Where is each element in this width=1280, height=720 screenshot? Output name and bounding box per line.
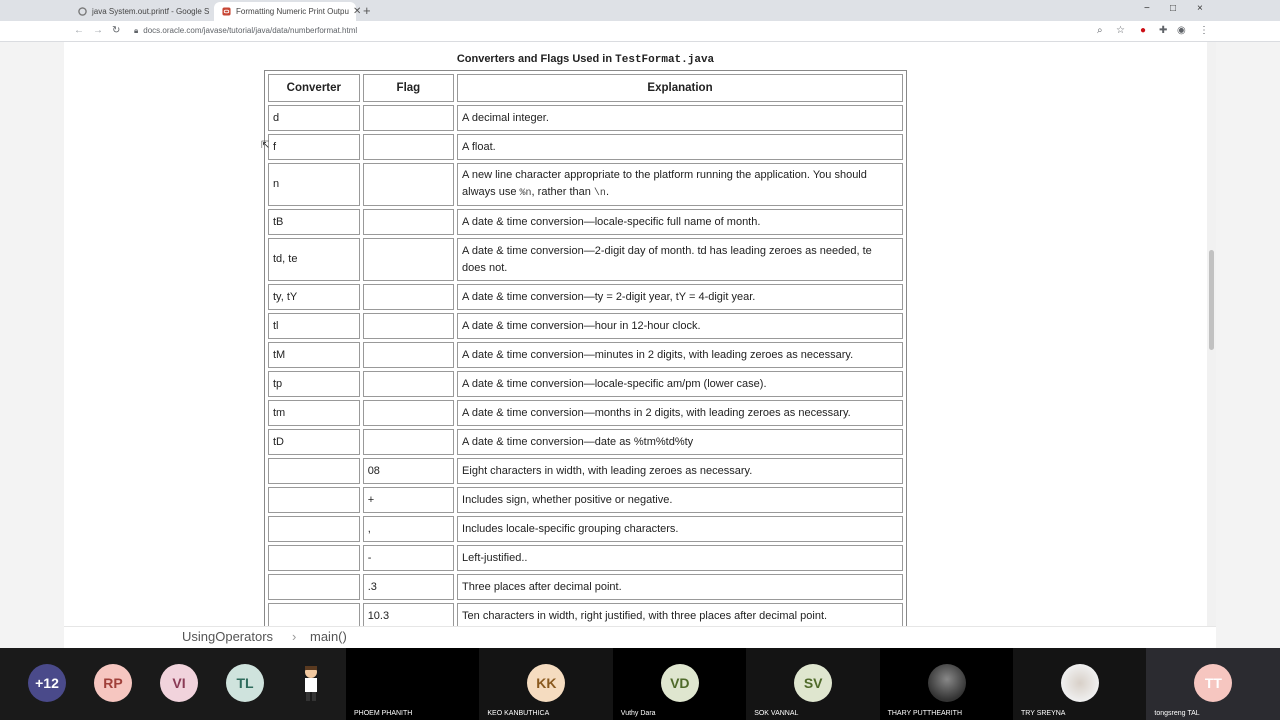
- table-row: [268, 313, 903, 339]
- forward-icon[interactable]: →: [93, 25, 103, 36]
- participant-tile[interactable]: [479, 648, 612, 720]
- browser-tab-bar: [0, 0, 1280, 21]
- converter-cell: n: [268, 163, 360, 206]
- breadcrumb-separator: ›: [292, 629, 297, 644]
- explanation-text: .: [605, 186, 609, 198]
- flag-cell: [363, 238, 454, 281]
- avatar-initials: VD: [670, 675, 690, 691]
- flag-cell: [363, 371, 454, 397]
- opera-extension-icon[interactable]: ●: [1140, 25, 1147, 36]
- flag-cell: +: [363, 487, 454, 513]
- avatar-initials: TT: [1204, 675, 1222, 691]
- converter-cell: tD: [268, 429, 360, 455]
- zoom-icon[interactable]: ⌕: [1097, 25, 1103, 36]
- address-bar-row: [0, 21, 1280, 42]
- explanation-cell: A date & time conversion—locale-specific am/pm (lower case).: [457, 371, 903, 397]
- participant-name: PHOEM PHANITH: [354, 710, 413, 717]
- participant-avatar: [394, 664, 434, 704]
- converter-cell: td, te: [268, 238, 360, 281]
- explanation-cell: A date & time conversion—locale-specific full name of month.: [457, 209, 903, 235]
- converter-cell: [268, 574, 360, 600]
- table-row: [268, 238, 903, 281]
- explanation-text: , rather than: [531, 186, 594, 198]
- explanation-text: A new line character appropriate to the platform running the application. You should always use: [462, 169, 867, 198]
- participant-avatar: [226, 664, 264, 702]
- converter-cell: tB: [268, 209, 360, 235]
- avatar-initials: RP: [103, 675, 123, 691]
- left-gutter: [0, 42, 64, 648]
- tab-title: java System.out.printf - Google S: [92, 7, 210, 16]
- ide-breadcrumb: [64, 626, 1216, 649]
- explanation-cell: [457, 163, 903, 206]
- avatar-initials: KK: [536, 675, 557, 691]
- breadcrumb-class[interactable]: UsingOperators: [182, 629, 274, 644]
- participant-avatar: [160, 664, 198, 702]
- flag-cell: .3: [363, 574, 454, 600]
- flag-cell: [363, 400, 454, 426]
- browser-tab-google-search[interactable]: [70, 2, 212, 21]
- explanation-cell: A date & time conversion—ty = 2-digit year, tY = 4-digit year.: [457, 284, 903, 310]
- explanation-cell: A float.: [457, 134, 903, 160]
- dog-photo-icon: [1061, 664, 1099, 702]
- participant-avatar: [28, 664, 66, 702]
- converter-cell: [268, 458, 360, 484]
- scrollbar-thumb[interactable]: [1209, 250, 1214, 350]
- participant-tile[interactable]: [1013, 648, 1146, 720]
- url-field[interactable]: [134, 26, 357, 36]
- flag-cell: -: [363, 545, 454, 571]
- tab-title: Formatting Numeric Print Outpu: [236, 7, 349, 16]
- converter-cell: tm: [268, 400, 360, 426]
- flag-cell: [363, 105, 454, 131]
- explanation-cell: A date & time conversion—minutes in 2 digits, with leading zeroes as necessary.: [457, 342, 903, 368]
- converter-cell: tl: [268, 313, 360, 339]
- explanation-cell: A date & time conversion—hour in 12-hour clock.: [457, 313, 903, 339]
- table-row: [268, 458, 903, 484]
- table-row: [268, 400, 903, 426]
- participant-tile[interactable]: [80, 648, 146, 720]
- cartoon-avatar-icon: [292, 664, 330, 702]
- photo-avatar-icon: [928, 664, 966, 702]
- converter-cell: tM: [268, 342, 360, 368]
- menu-kebab-icon[interactable]: ⋮: [1199, 25, 1209, 36]
- maximize-button[interactable]: □: [1170, 3, 1177, 14]
- participant-name: TRY SREYNA: [1021, 710, 1066, 717]
- explanation-cell: A date & time conversion—2-digit day of month. td has leading zeroes as needed, te does not.: [457, 238, 903, 281]
- flag-cell: [363, 134, 454, 160]
- flag-cell: 08: [363, 458, 454, 484]
- bookmark-star-icon[interactable]: ☆: [1116, 25, 1125, 36]
- flag-cell: [363, 209, 454, 235]
- converter-cell: f: [268, 134, 360, 160]
- flag-cell: ,: [363, 516, 454, 542]
- avatar-initials: VI: [172, 675, 186, 691]
- flag-cell: [363, 313, 454, 339]
- close-tab-icon[interactable]: ✕: [352, 6, 362, 17]
- converter-cell: [268, 487, 360, 513]
- participant-avatar: [661, 664, 699, 702]
- explanation-cell: A date & time conversion—months in 2 digits, with leading zeroes as necessary.: [457, 400, 903, 426]
- flag-cell: [363, 163, 454, 206]
- table-row: [268, 545, 903, 571]
- url-text: docs.oracle.com/javase/tutorial/java/data/numberformat.html: [143, 26, 358, 35]
- lock-icon: 🔒︎: [134, 26, 139, 35]
- explanation-cell: Left-justified..: [457, 545, 903, 571]
- profile-icon[interactable]: ◉: [1177, 25, 1186, 36]
- table-row: [268, 209, 903, 235]
- participant-avatar: [94, 664, 132, 702]
- table-row: [268, 429, 903, 455]
- table-header-row: [268, 74, 903, 102]
- avatar-initials: +12: [35, 675, 59, 691]
- converter-cell: d: [268, 105, 360, 131]
- table-row: [268, 574, 903, 600]
- flag-cell: [363, 429, 454, 455]
- participant-tile[interactable]: [14, 648, 80, 720]
- participant-tile[interactable]: [880, 648, 1013, 720]
- table-row: [268, 134, 903, 160]
- converter-cell: [268, 516, 360, 542]
- participant-name: tongsreng TAL: [1154, 710, 1200, 717]
- participant-avatar: [794, 664, 832, 702]
- table-row: [268, 487, 903, 513]
- google-icon: [78, 7, 87, 16]
- reload-icon[interactable]: ↻: [112, 25, 121, 36]
- explanation-cell: A decimal integer.: [457, 105, 903, 131]
- converter-cell: [268, 545, 360, 571]
- right-gutter: [1216, 42, 1280, 648]
- avatar-initials: TL: [236, 675, 254, 691]
- flag-cell: 10.3: [363, 603, 454, 629]
- participant-avatar: [527, 664, 565, 702]
- explanation-cell: Eight characters in width, with leading zeroes as necessary.: [457, 458, 903, 484]
- participant-tile[interactable]: [146, 648, 212, 720]
- explanation-cell: Three places after decimal point.: [457, 574, 903, 600]
- explanation-cell: Ten characters in width, right justified, with three places after decimal point.: [457, 603, 903, 629]
- explanation-cell: A date & time conversion—date as %tm%td%ty: [457, 429, 903, 455]
- table-row: [268, 163, 903, 206]
- back-icon[interactable]: ←: [74, 25, 84, 36]
- caption-code: TestFormat.java: [615, 54, 715, 66]
- avatar-initials: SV: [803, 675, 823, 691]
- code-backslash-n: \n: [593, 188, 606, 199]
- minimize-button[interactable]: −: [1144, 3, 1150, 14]
- converter-cell: ty, tY: [268, 284, 360, 310]
- caption-text: Converters and Flags Used in: [456, 53, 616, 65]
- explanation-cell: Includes locale-specific grouping characters.: [457, 516, 903, 542]
- table-caption: [264, 53, 907, 66]
- flag-cell: [363, 284, 454, 310]
- oracle-icon: [222, 7, 231, 16]
- participant-tile[interactable]: [278, 648, 344, 720]
- table-row: [268, 284, 903, 310]
- converter-cell: tp: [268, 371, 360, 397]
- participant-tile[interactable]: [613, 648, 746, 720]
- breadcrumb-method[interactable]: main(): [310, 629, 347, 644]
- participant-tile[interactable]: [1146, 648, 1279, 720]
- participant-avatar: [1194, 664, 1232, 702]
- participant-name: THARY PUTTHEARITH: [887, 710, 963, 717]
- converters-flags-table: [264, 70, 907, 633]
- table-row: [268, 516, 903, 542]
- table-row: [268, 105, 903, 131]
- code-percent-n: %n: [519, 188, 532, 199]
- mouse-cursor-icon: ⇱: [261, 140, 270, 151]
- new-tab-button[interactable]: +: [363, 3, 371, 18]
- browser-tab-oracle-docs[interactable]: [214, 2, 362, 21]
- participant-name: SOK VANNAL: [754, 710, 799, 717]
- participant-tile[interactable]: [346, 648, 479, 720]
- participant-name: KEO KANBUTHICA: [487, 710, 550, 717]
- participant-tile[interactable]: [746, 648, 879, 720]
- participant-name: Vuthy Dara: [620, 710, 656, 717]
- header-converter: Converter: [268, 74, 360, 102]
- flag-cell: [363, 342, 454, 368]
- header-explanation: Explanation: [457, 74, 903, 102]
- table-row: [268, 371, 903, 397]
- close-window-button[interactable]: ×: [1197, 3, 1203, 14]
- explanation-cell: Includes sign, whether positive or negative.: [457, 487, 903, 513]
- table-row: [268, 342, 903, 368]
- participant-tile[interactable]: [212, 648, 278, 720]
- extensions-puzzle-icon[interactable]: ✚: [1159, 25, 1168, 36]
- header-flag: Flag: [363, 74, 454, 102]
